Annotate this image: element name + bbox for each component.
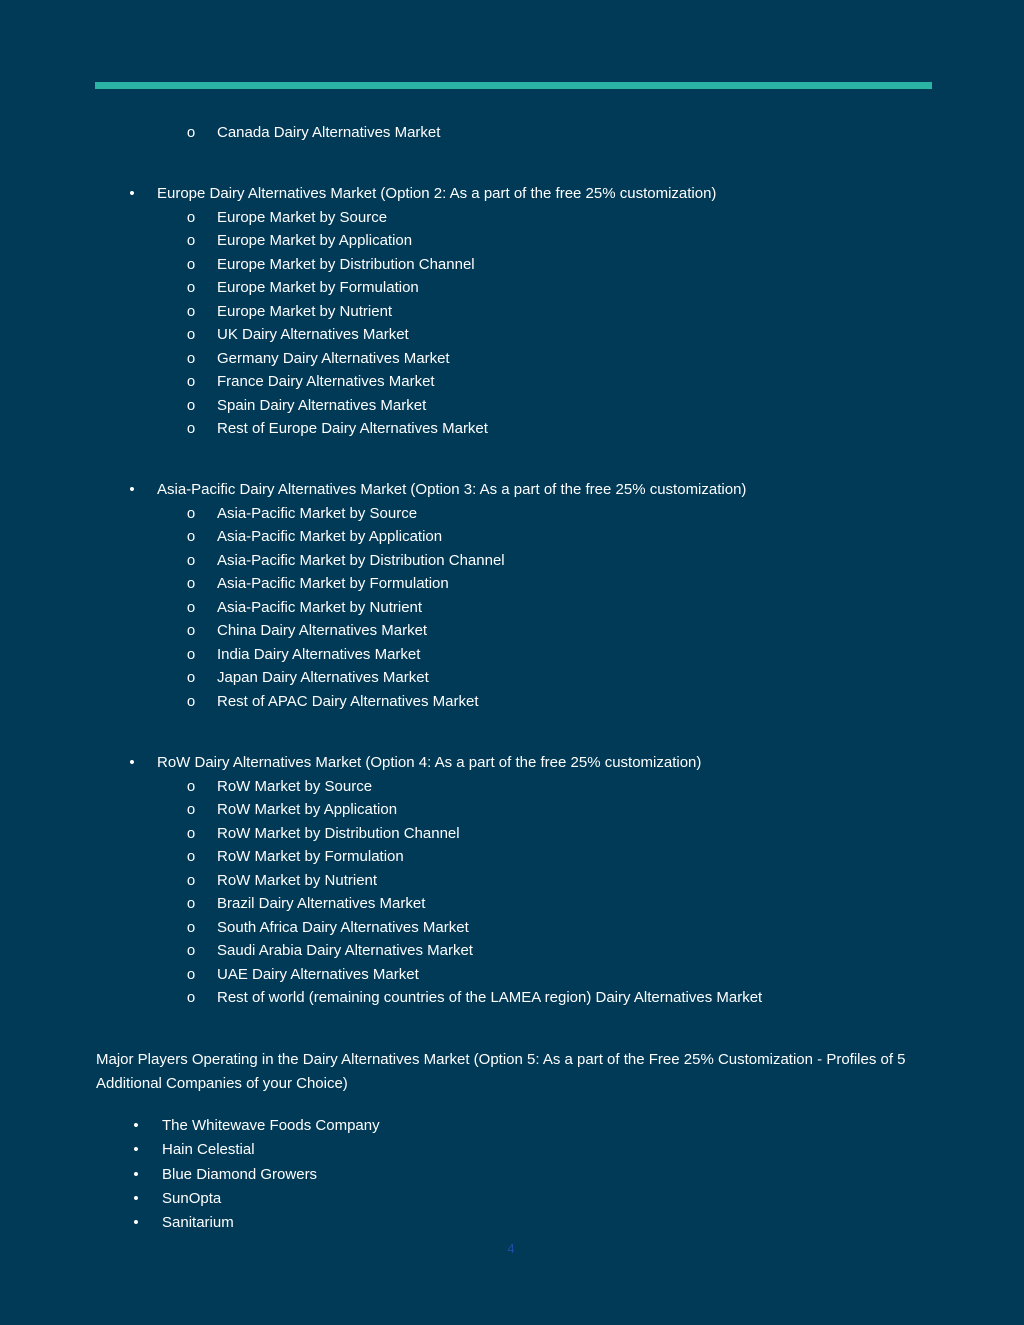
sub-bullet: o: [186, 848, 196, 865]
sub-bullet: o: [186, 646, 196, 663]
list-item: RoW Market by Distribution Channel: [217, 825, 460, 842]
page-number: 4: [507, 1241, 515, 1256]
sub-bullet: o: [186, 350, 196, 367]
list-item: Japan Dairy Alternatives Market: [217, 669, 429, 686]
sub-bullet: o: [186, 505, 196, 522]
list-item: Germany Dairy Alternatives Market: [217, 350, 450, 367]
sub-bullet: o: [186, 279, 196, 296]
sub-bullet: o: [186, 919, 196, 936]
list-item: Europe Market by Application: [217, 232, 413, 249]
sub-bullet: o: [186, 778, 196, 795]
player-item: Sanitarium: [162, 1214, 234, 1231]
sub-bullet: o: [186, 209, 196, 226]
sub-bullet: o: [186, 397, 196, 414]
player-item: Blue Diamond Growers: [162, 1166, 318, 1183]
list-item: RoW Market by Application: [217, 801, 398, 818]
header-rule: [95, 82, 932, 89]
sub-bullet: o: [186, 942, 196, 959]
player-bullet: •: [133, 1141, 139, 1158]
list-item: South Africa Dairy Alternatives Market: [217, 919, 469, 936]
list-item: RoW Market by Source: [217, 778, 373, 795]
sub-bullet: o: [186, 989, 196, 1006]
sub-bullet: o: [186, 872, 196, 889]
lead-item: Canada Dairy Alternatives Market: [217, 124, 441, 141]
list-item: Europe Market by Distribution Channel: [217, 256, 475, 273]
sub-bullet: o: [186, 124, 196, 141]
list-item: Rest of world (remaining countries of the LAMEA region) Dairy Alternatives Market: [217, 989, 763, 1006]
sub-bullet: o: [186, 232, 196, 249]
sub-bullet: o: [186, 552, 196, 569]
section-title-asia-pacific: Asia-Pacific Dairy Alternatives Market (Option 3: As a part of the free 25% customization): [157, 481, 747, 498]
list-item: Europe Market by Source: [217, 209, 388, 226]
list-item: Europe Market by Nutrient: [217, 303, 393, 320]
sub-bullet: o: [186, 825, 196, 842]
sub-bullet: o: [186, 256, 196, 273]
section-bullet: •: [129, 185, 135, 202]
sub-bullet: o: [186, 326, 196, 343]
list-item: Asia-Pacific Market by Distribution Channel: [217, 552, 505, 569]
list-item: India Dairy Alternatives Market: [217, 646, 421, 663]
section-bullet: •: [129, 481, 135, 498]
sub-bullet: o: [186, 622, 196, 639]
list-item: Asia-Pacific Market by Application: [217, 528, 443, 545]
sub-bullet: o: [186, 966, 196, 983]
list-item: France Dairy Alternatives Market: [217, 373, 435, 390]
list-item: UK Dairy Alternatives Market: [217, 326, 409, 343]
list-item: RoW Market by Formulation: [217, 848, 404, 865]
list-item: Saudi Arabia Dairy Alternatives Market: [217, 942, 473, 959]
list-item: Asia-Pacific Market by Nutrient: [217, 599, 423, 616]
sub-bullet: o: [186, 303, 196, 320]
list-item: Asia-Pacific Market by Source: [217, 505, 418, 522]
list-item: Spain Dairy Alternatives Market: [217, 397, 427, 414]
list-item: Brazil Dairy Alternatives Market: [217, 895, 426, 912]
player-item: Hain Celestial: [162, 1141, 255, 1158]
list-item: Rest of APAC Dairy Alternatives Market: [217, 693, 479, 710]
section-title-row: RoW Dairy Alternatives Market (Option 4: As a part of the free 25% customization): [157, 754, 702, 771]
list-item: UAE Dairy Alternatives Market: [217, 966, 419, 983]
list-item: Rest of Europe Dairy Alternatives Market: [217, 420, 488, 437]
players-heading: Major Players Operating in the Dairy Alternatives Market (Option 5: As a part of the Free 25% Customization - Profiles of 5 Additional Companies of your Choice): [96, 1051, 906, 1092]
player-bullet: •: [133, 1117, 139, 1134]
sub-bullet: o: [186, 373, 196, 390]
list-item: China Dairy Alternatives Market: [217, 622, 428, 639]
player-item: SunOpta: [162, 1190, 222, 1207]
sub-bullet: o: [186, 528, 196, 545]
player-bullet: •: [133, 1214, 139, 1231]
player-item: The Whitewave Foods Company: [162, 1117, 380, 1134]
sub-bullet: o: [186, 801, 196, 818]
section-title-europe: Europe Dairy Alternatives Market (Option 2: As a part of the free 25% customization): [157, 185, 717, 202]
sub-bullet: o: [186, 420, 196, 437]
sub-bullet: o: [186, 575, 196, 592]
player-bullet: •: [133, 1166, 139, 1183]
player-bullet: •: [133, 1190, 139, 1207]
list-item: Asia-Pacific Market by Formulation: [217, 575, 449, 592]
sub-bullet: o: [186, 669, 196, 686]
list-item: RoW Market by Nutrient: [217, 872, 378, 889]
sub-bullet: o: [186, 599, 196, 616]
list-item: Europe Market by Formulation: [217, 279, 419, 296]
sub-bullet: o: [186, 895, 196, 912]
sub-bullet: o: [186, 693, 196, 710]
section-bullet: •: [129, 754, 135, 771]
